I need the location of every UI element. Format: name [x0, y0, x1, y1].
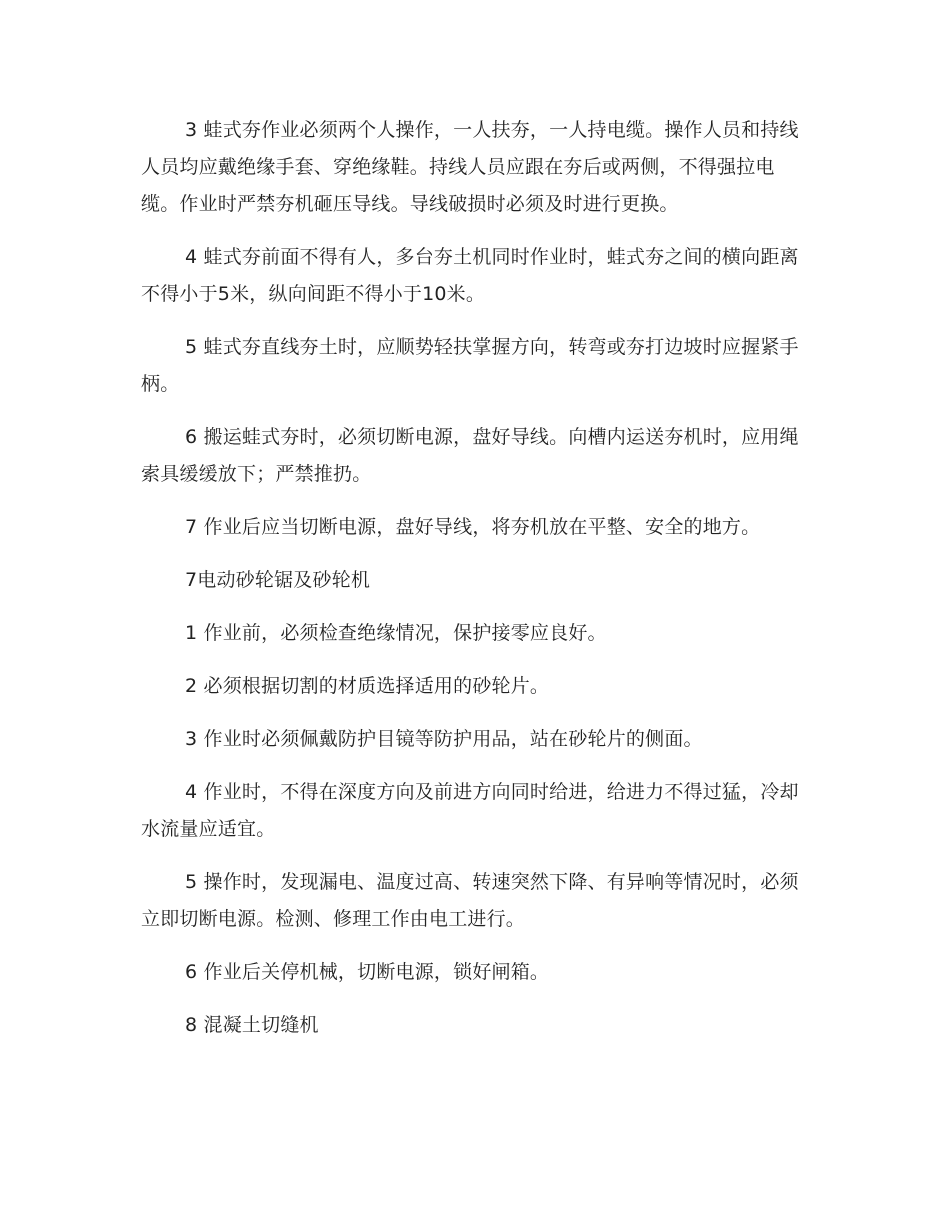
paragraph-grinder-2: 2 必须根据切割的材质选择适用的砂轮片。 — [185, 675, 550, 697]
paragraph-frog-rammer-6: 6 搬运蛙式夯时，必须切断电源，盘好导线。向槽内运送夯机时，应用绳索具缓缓放下；严禁推扔。 — [141, 426, 799, 485]
section-heading-concrete-cutter: 8 混凝土切缝机 — [185, 1014, 319, 1036]
paragraph-grinder-5: 5 操作时，发现漏电、温度过高、转速突然下降、有异响等情况时，必须立即切断电源。检测、修理工作由电工进行。 — [141, 871, 799, 930]
paragraph-frog-rammer-7: 7 作业后应当切断电源，盘好导线，将夯机放在平整、安全的地方。 — [185, 516, 761, 538]
paragraph-frog-rammer-5: 5 蛙式夯直线夯土时，应顺势轻扶掌握方向，转弯或夯打边坡时应握紧手柄。 — [141, 336, 799, 395]
paragraph-grinder-1: 1 作业前，必须检查绝缘情况，保护接零应良好。 — [185, 622, 607, 644]
paragraph-frog-rammer-3: 3 蛙式夯作业必须两个人操作，一人扶夯，一人持电缆。操作人员和持线人员均应戴绝缘手套、穿绝缘鞋。持线人员应跟在夯后或两侧，不得强拉电缆。作业时严禁夯机砸压导线。导线破损时必须及时进行更换。 — [141, 119, 799, 215]
paragraph-frog-rammer-4: 4 蛙式夯前面不得有人，多台夯土机同时作业时，蛙式夯之间的横向距离不得小于5米，纵向间距不得小于10米。 — [141, 246, 799, 305]
paragraph-grinder-6: 6 作业后关停机械，切断电源，锁好闸箱。 — [185, 961, 550, 983]
paragraph-grinder-3: 3 作业时必须佩戴防护目镜等防护用品，站在砂轮片的侧面。 — [185, 728, 703, 750]
section-heading-grinder: 7电动砂轮锯及砂轮机 — [185, 569, 371, 591]
document-body — [141, 112, 801, 1060]
paragraph-grinder-4: 4 作业时，不得在深度方向及前进方向同时给进，给进力不得过猛，冷却水流量应适宜。 — [141, 781, 799, 840]
